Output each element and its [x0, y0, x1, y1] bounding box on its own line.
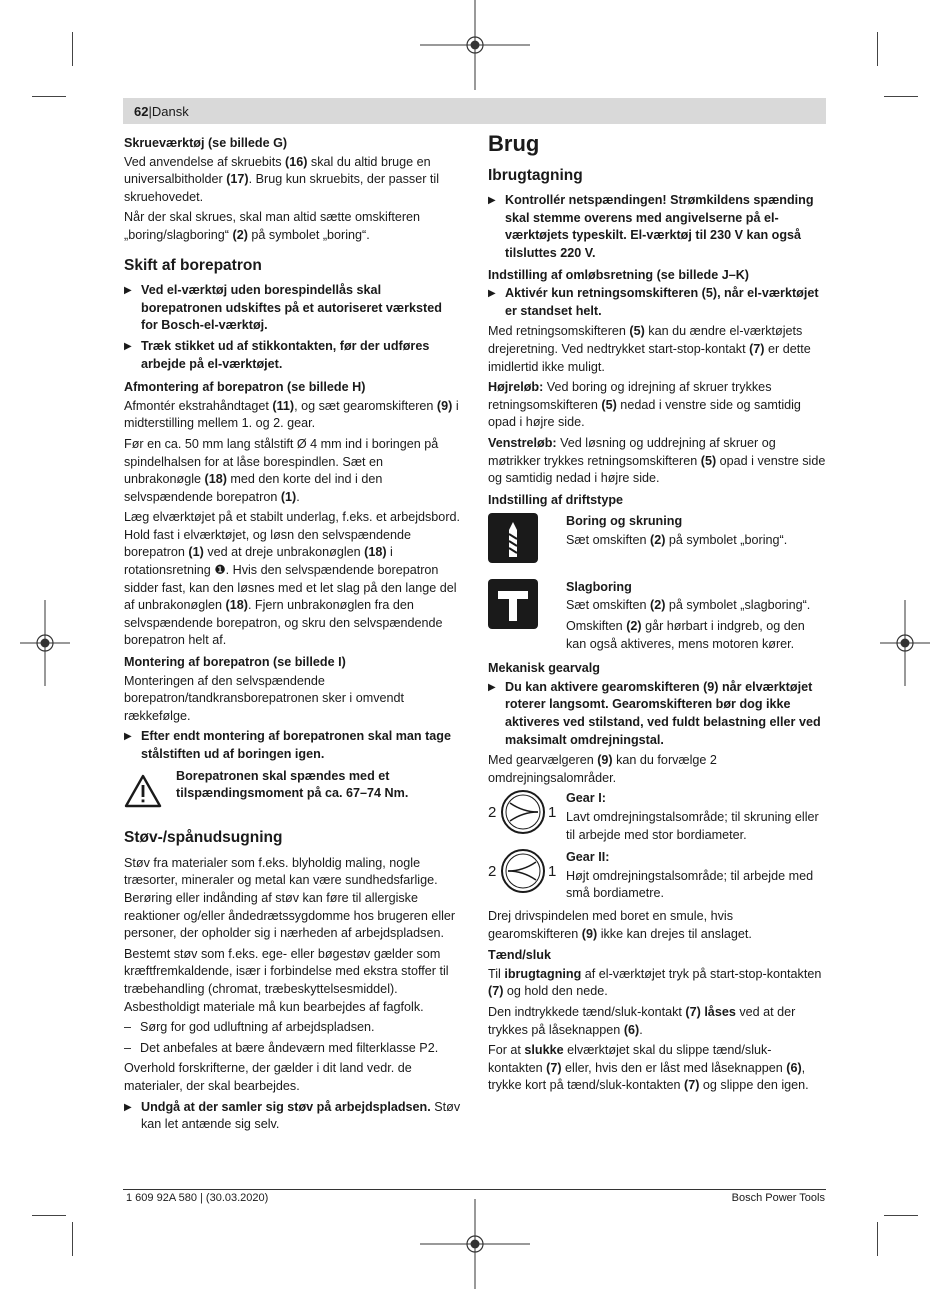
warning-triangle-icon [124, 768, 176, 814]
footer-document-number: 1 609 92A 580 | (30.03.2020) [126, 1192, 269, 1204]
page-number: 62 [134, 104, 149, 119]
paragraph: Ved anvendelse af skruebits (16) skal du altid bruge en universalbitholder (17). Brug kun skruebits, der passer til skruehovedet. [124, 154, 440, 204]
triangle-right-icon: ▶ [488, 681, 496, 693]
footer-divider [123, 1189, 826, 1190]
crop-mark [72, 32, 73, 66]
paragraph: Når der skal skrues, skal man altid sætte omskifteren „boring/slagboring“ (2) på symbolet „boring“. [124, 210, 421, 242]
footer-brand: Bosch Power Tools [731, 1192, 825, 1204]
registration-mark-icon [420, 1199, 530, 1289]
section-heading: Mekanisk gearvalg [488, 661, 601, 676]
paragraph: Sæt omskiften (2) på symbolet „boring“. [566, 532, 788, 547]
mode-drilling [488, 513, 826, 569]
registration-mark-icon [20, 600, 70, 686]
left-column [124, 135, 462, 1137]
crop-mark [884, 96, 918, 97]
svg-text:1: 1 [548, 804, 557, 822]
gear-title: Gear II: [566, 850, 610, 865]
mode-title: Boring og skruning [566, 514, 683, 529]
crop-mark [877, 32, 878, 66]
paragraph: Omskiften (2) går hørbart i indgreb, og den kan også aktiveres, mens motoren kører. [566, 619, 805, 651]
crop-mark [32, 1215, 66, 1216]
bullet-item: ▶ Du kan aktivere gearomskifteren (9) når elværktøjet roterer langsomt. Gearomskifteren bør dog ikke aktiveres ved stilstand, ved fuldt belastning eller ved maksimalt omdrejningstal. [488, 679, 826, 749]
paragraph: Bestemt støv som f.eks. ege- eller bøgestøv gælder som kræftfremkaldende, især i forbindelse med ekstra stoffer til træbehandling (chromat, træbeskyttelsesmiddel). Asbestholdigt materiale må kun bearbejdes af fagfolk. [124, 946, 449, 1014]
paragraph: For at slukke elværktøjet skal du slippe tænd/sluk-kontakten (7) eller, hvis den er låst med låseknappen (6), trykke kort på tænd/sluk-kontakten (7) og slippe den igen. [488, 1043, 809, 1093]
mode-title: Slagboring [566, 579, 632, 594]
triangle-right-icon: ▶ [124, 285, 132, 297]
registration-mark-icon [420, 0, 530, 90]
crop-mark [32, 96, 66, 97]
paragraph: Den indtrykkede tænd/sluk-kontakt (7) låses ved at der trykkes på låseknappen (6). [488, 1004, 796, 1037]
paragraph: Med gearvælgeren (9) kan du forvælge 2 omdrejningsalområder. [488, 753, 717, 785]
header-language: Dansk [151, 104, 189, 119]
hammer-icon [488, 579, 566, 656]
triangle-right-icon: ▶ [124, 340, 132, 352]
paragraph: Med retningsomskifteren (5) kan du ændre el-værktøjets drejeretning. Ved nedtrykket start-stop-kontakt (7) er dette imidlertid ikke muligt. [488, 324, 811, 374]
right-column [488, 131, 826, 1098]
bullet-item: ▶ Efter endt montering af borepatronen skal man tage stålstiften ud af boringen igen. [124, 728, 462, 763]
svg-text:2: 2 [488, 863, 497, 881]
gear-2 [488, 849, 826, 906]
gear-title: Gear I: [566, 791, 606, 806]
crop-mark [72, 1222, 73, 1256]
crop-mark [884, 1215, 918, 1216]
triangle-right-icon: ▶ [124, 731, 132, 743]
paragraph: Læg elværktøjet på et stabilt underlag, f.eks. et arbejdsbord. Hold fast i elværktøjet, og løsn den selvspændende borepatron (1) ved at dreje unbrakonøglen (18) i rotationsretning ❶. Hvis den selvspændende borepatron sidder fast, kan den løsnes med et let slag på den lange del af unbrakonøglen (18). Fjern unbrakonøglen fra den selvspændende borepatron, og skru den selvspændende borepatron helt af. [124, 510, 461, 648]
header-bar [123, 98, 826, 124]
bullet-item: ▶ Kontrollér netspændingen! Strømkildens spænding skal stemme overens med angivelserne på el-værktøjets typeskilt. El-værktøj til 230 V kan også tilsluttes 220 V. [488, 192, 826, 262]
drill-bit-icon [488, 513, 566, 569]
section-heading: Indstilling af omløbsretning (se billede J–K) [488, 267, 750, 282]
paragraph: Til ibrugtagning af el-værktøjet tryk på start-stop-kontakten (7) og hold den nede. [488, 966, 822, 999]
page-title: Brug [488, 131, 540, 156]
section-heading: Skift af borepatron [124, 256, 262, 274]
triangle-right-icon: ▶ [124, 1101, 132, 1113]
paragraph: Højreløb: Ved boring og idrejning af skruer trykkes retningsomskifteren (5) nedad i venstre side og samtidig opad i højre side. [488, 380, 801, 430]
dash-item: – Det anbefales at bære åndeværn med filterklasse P2. [124, 1040, 439, 1055]
paragraph: Venstreløb: Ved løsning og uddrejning af skruer og møtrikker trykkes retningsomskifteren (5) opad i venstre side og samtidig nedad i højre side. [488, 435, 826, 486]
triangle-right-icon: ▶ [488, 288, 496, 300]
paragraph: Overhold forskrifterne, der gælder i dit land vedr. de materialer, der skal bearbejdes. [124, 1061, 412, 1093]
section-heading: Støv-/spånudsugning [124, 829, 283, 847]
svg-text:2: 2 [488, 804, 497, 822]
header-separator: | [148, 104, 152, 119]
page-header [134, 104, 189, 119]
paragraph: Støv fra materialer som f.eks. blyholdig maling, nogle træsorter, mineraler og metal kan være sundhedsfarlige. Berøring eller indånding af støv kan føre til allergiske reaktioner og/eller åndedrætssygdomme hos brugeren eller personer, der opholder sig i nærheden af arbejdspladsen. [124, 855, 456, 941]
section-heading: Afmontering af borepatron (se billede H) [124, 380, 366, 395]
section-heading: Indstilling af driftstype [488, 492, 624, 507]
warning-note: Borepatronen skal spændes med et tilspændingsmoment på ca. 67–74 Nm. [124, 768, 462, 814]
paragraph: Højt omdrejningstalsområde; til arbejde med små bordiametre. [566, 868, 814, 901]
mode-hammer-drilling [488, 579, 826, 656]
paragraph: Afmontér ekstrahåndtaget (11), og sæt gearomskifteren (9) i midterstilling mellem 1. og 2. gear. [124, 398, 459, 431]
section-heading: Skrueværktøj (se billede G) [124, 136, 288, 150]
bullet-item: ▶ Ved el-værktøj uden borespindellås skal borepatronen udskiftes på et autoriseret værksted for Bosch-el-værktøj. [124, 282, 462, 335]
paragraph: Drej drivspindelen med boret en smule, hvis gearomskifteren (9) ikke kan drejes til anslaget. [488, 908, 752, 941]
registration-mark-icon [880, 600, 930, 686]
paragraph: Monteringen af den selvspændende borepatron/tandkransborepatronen sker i omvendt rækkefølge. [124, 673, 405, 723]
paragraph: Sæt omskiften (2) på symbolet „slagboring“. [566, 598, 811, 613]
paragraph: Lavt omdrejningstalsområde; til skruning eller til arbejde med stor bordiameter. [566, 810, 819, 842]
gear-dial-icon [488, 849, 566, 906]
gear-dial-icon [488, 790, 566, 847]
svg-text:1: 1 [548, 863, 557, 881]
section-heading: Tænd/sluk [488, 948, 551, 963]
bullet-item: ▶ Træk stikket ud af stikkontakten, før der udføres arbejde på el-værktøjet. [124, 338, 462, 373]
triangle-right-icon: ▶ [488, 195, 496, 207]
bullet-item: ▶ Aktivér kun retningsomskifteren (5), når el-værktøjet er standset helt. [488, 285, 826, 320]
dash-item: – Sørg for god udluftning af arbejdspladsen. [124, 1020, 375, 1035]
crop-mark [877, 1222, 878, 1256]
gear-1 [488, 790, 826, 847]
bullet-item: ▶ Undgå at der samler sig støv på arbejdspladsen. Støv kan let antænde sig selv. [124, 1099, 462, 1134]
paragraph: Før en ca. 50 mm lang stålstift Ø 4 mm ind i boringen på spindelhalsen for at låse borespindlen. Sæt en unbrakonøgle (18) med den korte del ind i den selvspændende borepatron (1). [124, 436, 439, 504]
section-heading: Ibrugtagning [488, 166, 583, 184]
section-heading: Montering af borepatron (se billede I) [124, 655, 346, 670]
